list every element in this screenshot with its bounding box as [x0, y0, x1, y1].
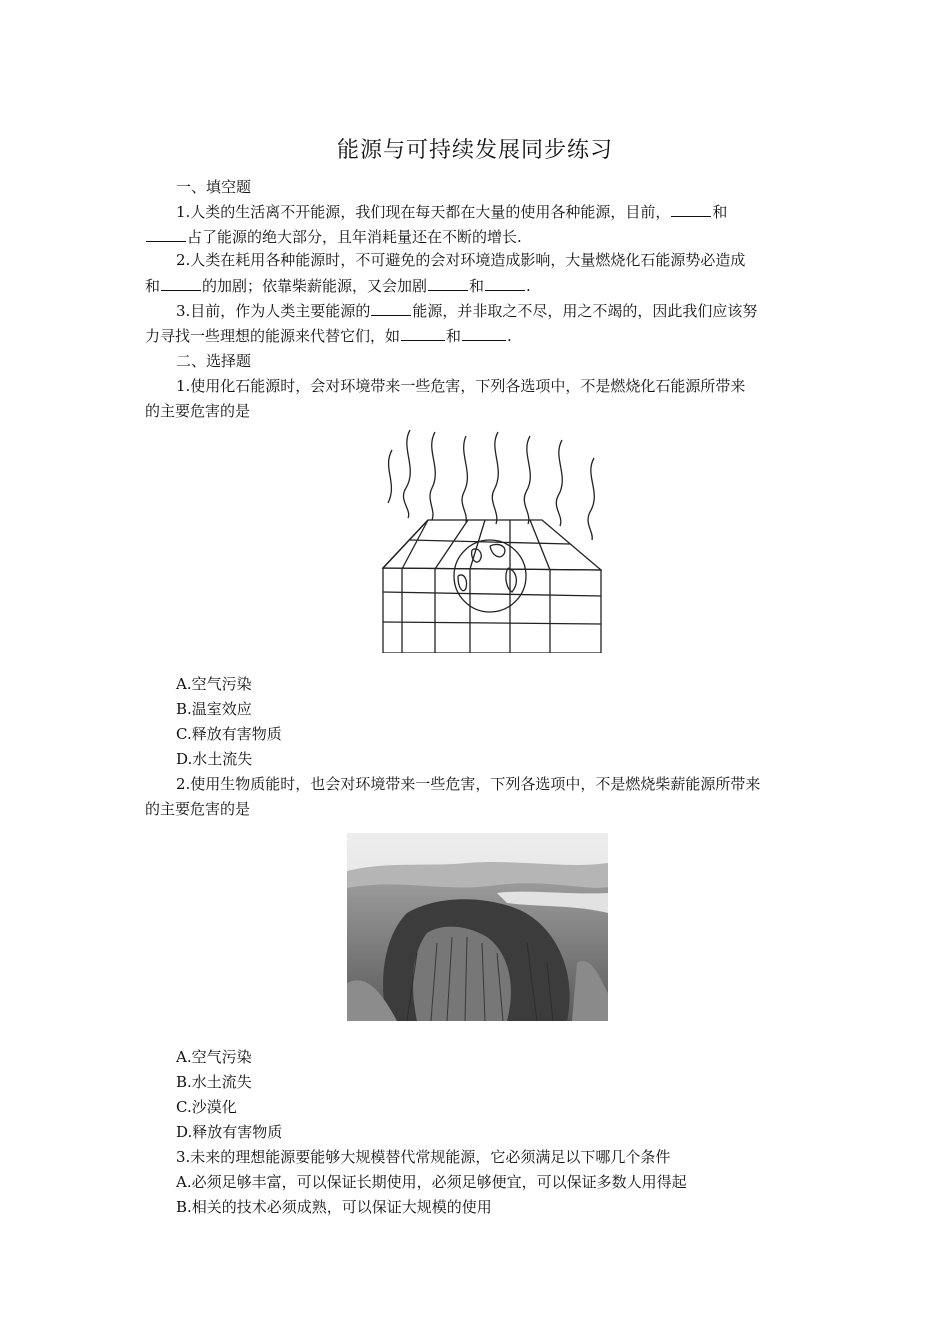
- choice-q2-line1: 2.使用生物质能时，也会对环境带来一些危害，下列各选项中，不是燃烧柴薪能源所带来: [176, 775, 761, 793]
- heat-wave: [492, 432, 498, 524]
- continent: [458, 575, 467, 591]
- fill-q1-line1: 1.人类的生活离不开能源，我们现在每天都在大量的使用各种能源，目前， 和: [176, 203, 728, 221]
- choice-q1-option-d: D.水土流失: [176, 750, 253, 768]
- answer-blank: [371, 300, 411, 316]
- answer-blank: [671, 201, 711, 217]
- choice-q3-line1: 3.未来的理想能源要能够大规模替代常规能源，它必须满足以下哪几个条件: [176, 1148, 671, 1166]
- choice-q2-option-b: B.水土流失: [176, 1073, 252, 1091]
- choice-q2-option-a: A.空气污染: [176, 1048, 252, 1066]
- heat-wave: [588, 458, 594, 540]
- page-title: 能源与可持续发展同步练习: [336, 138, 613, 163]
- answer-blank: [428, 275, 468, 291]
- answer-blank: [462, 325, 506, 341]
- heat-wave: [403, 430, 410, 518]
- continent: [472, 549, 482, 562]
- fill-q1-line2: 占了能源的绝大部分，且年消耗量还在不断的增长.: [145, 226, 810, 247]
- choice-q1-line1: 1.使用化石能源时，会对环境带来一些危害，下列各选项中，不是燃烧化石能源所带来: [176, 377, 746, 395]
- section2-heading: 二、选择题: [176, 352, 252, 370]
- continent: [490, 544, 505, 556]
- fill-q2-line2: 和 的加剧；依靠柴薪能源，又会加剧 和 .: [145, 277, 531, 295]
- fill-q2-line1: 2.人类在耗用各种能源时，不可避免的会对环境造成影响，大量燃烧化石能源势必造成: [176, 251, 746, 269]
- heat-wave: [556, 440, 562, 526]
- choice-q2-line2: 的主要危害的是: [145, 800, 251, 818]
- answer-blank: [485, 275, 525, 291]
- heat-wave: [462, 436, 467, 522]
- section1-heading: 一、填空题: [176, 178, 252, 196]
- heat-wave: [524, 436, 530, 524]
- choice-q2-option-d: D.释放有害物质: [176, 1123, 283, 1141]
- answer-blank: [401, 325, 445, 341]
- choice-q1-option-b: B.温室效应: [176, 700, 252, 718]
- fill-q3-line1: 3.目前，作为人类主要能源的 能源，并非取之不尽，用之不竭的，因此我们应该努: [176, 302, 758, 320]
- choice-q1-option-c: C.释放有害物质: [176, 725, 282, 743]
- choice-q3-option-b: B.相关的技术必须成熟，可以保证大规模的使用: [176, 1198, 492, 1216]
- heat-wave: [388, 450, 392, 503]
- answer-blank: [161, 275, 201, 291]
- heat-wave: [430, 432, 435, 520]
- choice-q3-option-a: A.必须足够丰富，可以保证长期使用，必须足够便宜，可以保证多数人用得起: [176, 1173, 687, 1191]
- choice-q1-option-a: A.空气污染: [176, 675, 252, 693]
- choice-q2-option-c: C.沙漠化: [176, 1098, 237, 1116]
- answer-blank: [146, 226, 186, 242]
- greenhouse-earth-figure: [380, 428, 602, 653]
- soil-erosion-photo: [347, 833, 608, 1021]
- house-wall: [383, 568, 601, 653]
- choice-q1-line2: 的主要危害的是: [145, 402, 251, 420]
- continent: [506, 568, 516, 592]
- fill-q3-line2: 力寻找一些理想的能源来代替它们，如 和 .: [145, 327, 512, 345]
